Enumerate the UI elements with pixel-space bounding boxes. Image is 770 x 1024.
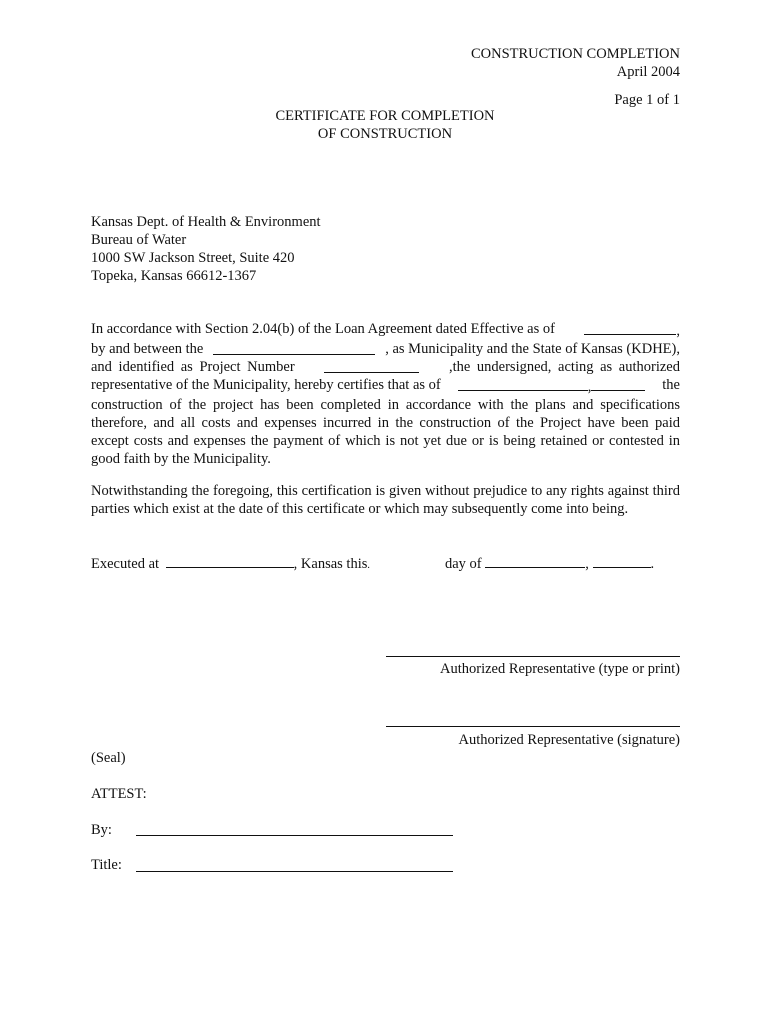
address-line-3: 1000 SW Jackson Street, Suite 420 <box>91 250 295 266</box>
executed-year-field[interactable] <box>593 553 651 568</box>
p1-line-d-start: representative of the Municipality, hereby certifies that as of <box>91 377 441 393</box>
p1-line-c-start: and identified as Project Number <box>91 359 295 375</box>
executed-location-field[interactable] <box>166 553 294 568</box>
executed-month-field[interactable] <box>485 553 585 568</box>
p1-line-a: In accordance with Section 2.04(b) of the Loan Agreement dated Effective as of <box>91 321 555 337</box>
executed-label: Executed at <box>91 556 160 572</box>
p1-line-b-start: by and between the <box>91 341 204 357</box>
disclaimer-paragraph: Notwithstanding the foregoing, this certification is given without prejudice to any rights against third parties which exist at the date of this certificate or which may subsequently come into being. <box>91 483 680 517</box>
project-number-field[interactable] <box>324 358 419 373</box>
day-of-period: . <box>650 556 655 572</box>
certification-paragraph <box>91 320 680 468</box>
rep-signature-label: Authorized Representative (signature) <box>458 732 680 748</box>
by-label: By: <box>91 822 112 838</box>
address-line-1: Kansas Dept. of Health & Environment <box>91 214 321 230</box>
kansas-this-label: , Kansas this <box>293 556 368 572</box>
title-field-line[interactable] <box>136 871 453 872</box>
p1-rest: construction of the project has been completed in accordance with the plans and specifications therefore, and all costs and expenses incurred in the construction of the Project have been paid except costs and expenses the payment of which is not yet due or is being retained or contested in good faith by the Municipality. <box>91 397 680 467</box>
title-line-2: OF CONSTRUCTION <box>317 126 453 142</box>
header-doc-type: CONSTRUCTION COMPLETION <box>470 46 680 62</box>
executed-line-2 <box>445 553 685 573</box>
address-line-2: Bureau of Water <box>91 232 187 248</box>
seal-label: (Seal) <box>91 750 126 766</box>
rep-print-label: Authorized Representative (type or print) <box>440 661 680 677</box>
day-of-comma: , <box>585 556 589 572</box>
completion-date-field[interactable] <box>458 376 588 391</box>
print-name-line[interactable] <box>386 656 680 657</box>
by-signature-line[interactable] <box>136 835 453 836</box>
agreement-date-field[interactable] <box>584 320 676 335</box>
p1-line-c-end: ,the undersigned, acting as authorized <box>448 359 680 375</box>
p1-line-d-mid: , <box>587 379 592 395</box>
completion-year-field[interactable] <box>591 376 645 391</box>
title-label: Title: <box>91 857 122 873</box>
p1-line-b-end: , as Municipality and the State of Kansas (KDHE), <box>385 341 680 357</box>
municipality-name-field[interactable] <box>213 340 375 355</box>
day-dot: . <box>367 560 370 571</box>
p1-line-d-end: the <box>662 377 680 393</box>
recipient-address <box>91 213 491 285</box>
p1-line-a-end: , <box>676 323 680 339</box>
header-date: April 2004 <box>616 64 680 80</box>
day-of-label: day of <box>445 556 482 572</box>
signature-line[interactable] <box>386 726 680 727</box>
attest-label: ATTEST: <box>91 786 147 802</box>
title-line-1: CERTIFICATE FOR COMPLETION <box>275 108 495 124</box>
page-title <box>235 107 535 143</box>
address-line-4: Topeka, Kansas 66612-1367 <box>91 268 257 284</box>
document-header <box>380 45 680 81</box>
header-page-number: Page 1 of 1 <box>614 92 680 108</box>
